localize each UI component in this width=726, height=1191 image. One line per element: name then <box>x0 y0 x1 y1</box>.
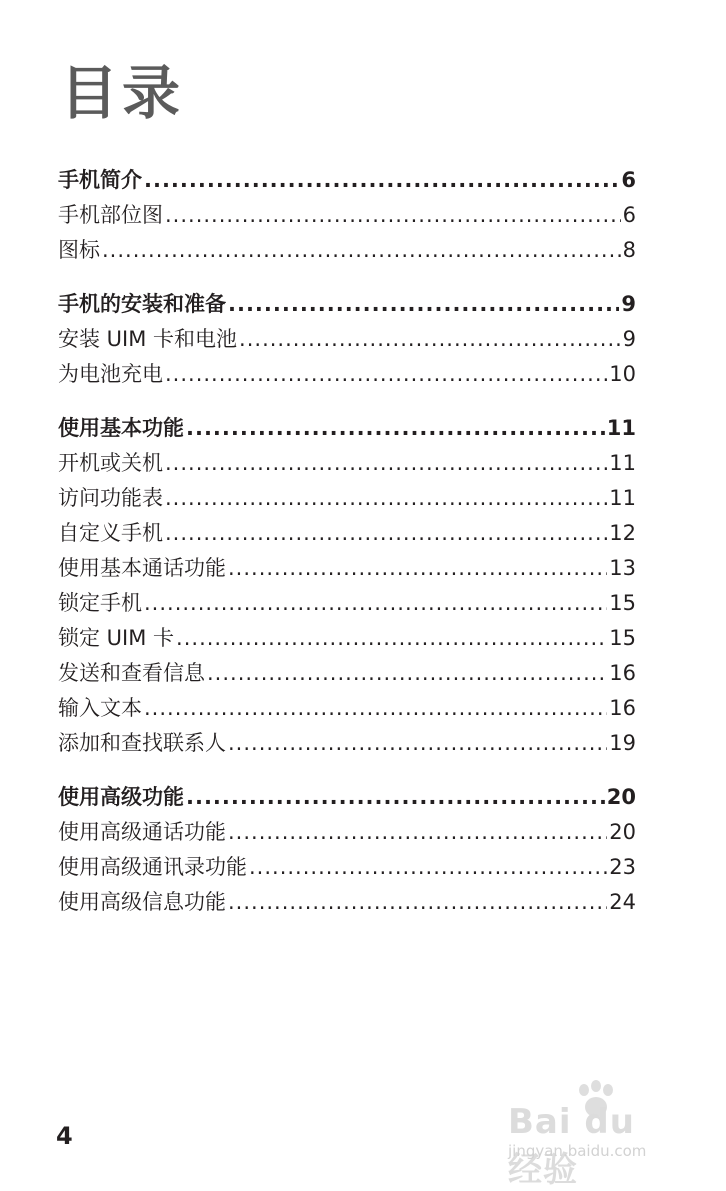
toc-item[interactable] <box>58 357 636 392</box>
toc-item-label: 图标 <box>58 238 100 262</box>
toc-item-label: 锁定 UIM 卡 <box>58 626 175 650</box>
toc-heading-label: 使用高级功能 <box>58 785 184 809</box>
toc-page-number: 19 <box>609 731 636 755</box>
toc-item-label: 自定义手机 <box>58 521 163 545</box>
toc-page-number: 9 <box>622 327 636 351</box>
dot-leader <box>228 885 607 920</box>
toc-item[interactable] <box>58 726 636 761</box>
toc-page-number: 11 <box>606 416 636 440</box>
dot-leader <box>249 850 607 885</box>
toc-page-number: 9 <box>621 292 636 316</box>
toc-page-number: 20 <box>606 785 636 809</box>
toc-item[interactable] <box>58 198 636 233</box>
toc-item[interactable] <box>58 691 636 726</box>
dot-leader <box>228 815 607 850</box>
dot-leader <box>228 551 607 586</box>
toc-heading[interactable] <box>58 287 636 322</box>
toc-page-number: 16 <box>609 696 636 720</box>
toc-item[interactable] <box>58 850 636 885</box>
toc-item[interactable] <box>58 621 636 656</box>
toc-page-number: 23 <box>609 855 636 879</box>
dot-leader <box>144 691 607 726</box>
toc-page-number: 16 <box>609 661 636 685</box>
table-of-contents <box>58 163 636 939</box>
toc-page-number: 24 <box>609 890 636 914</box>
toc-item-label: 使用高级通话功能 <box>58 820 226 844</box>
toc-heading-label: 使用基本功能 <box>58 416 184 440</box>
toc-item[interactable] <box>58 551 636 586</box>
toc-item[interactable] <box>58 656 636 691</box>
toc-item-label: 锁定手机 <box>58 591 142 615</box>
dot-leader <box>239 322 621 357</box>
watermark-brand: Bai du 经验 <box>508 1102 635 1190</box>
toc-item[interactable] <box>58 586 636 621</box>
page-number: 4 <box>56 1122 73 1150</box>
toc-item-label: 使用高级通讯录功能 <box>58 855 247 879</box>
toc-item-label: 使用基本通话功能 <box>58 556 226 580</box>
toc-section <box>58 163 636 268</box>
dot-leader <box>144 586 607 621</box>
toc-item[interactable] <box>58 885 636 920</box>
dot-leader <box>165 198 621 233</box>
toc-page-number: 15 <box>609 626 636 650</box>
toc-page-number: 13 <box>609 556 636 580</box>
toc-item[interactable] <box>58 481 636 516</box>
dot-leader <box>165 446 607 481</box>
toc-page-number: 10 <box>609 362 636 386</box>
toc-page-number: 11 <box>609 451 636 475</box>
dot-leader <box>186 780 605 815</box>
dot-leader <box>165 481 607 516</box>
toc-item-label: 安装 UIM 卡和电池 <box>58 327 238 351</box>
toc-item[interactable] <box>58 446 636 481</box>
dot-leader <box>228 726 607 761</box>
toc-page-number: 20 <box>609 820 636 844</box>
toc-item-label: 访问功能表 <box>58 486 163 510</box>
dot-leader <box>144 163 619 198</box>
toc-item-label: 使用高级信息功能 <box>58 890 226 914</box>
toc-item-label: 发送和查看信息 <box>58 661 205 685</box>
dot-leader <box>207 656 607 691</box>
toc-item[interactable] <box>58 516 636 551</box>
toc-page-number: 6 <box>622 203 636 227</box>
dot-leader <box>102 233 621 268</box>
toc-item-label: 为电池充电 <box>58 362 163 386</box>
toc-item[interactable] <box>58 815 636 850</box>
toc-section <box>58 287 636 392</box>
toc-section <box>58 411 636 761</box>
toc-page-number: 12 <box>609 521 636 545</box>
toc-item-label: 输入文本 <box>58 696 142 720</box>
dot-leader <box>186 411 605 446</box>
toc-page-number: 15 <box>609 591 636 615</box>
page-title: 目录 <box>60 59 185 127</box>
toc-item-label: 手机部位图 <box>58 203 163 227</box>
watermark-url: jingyan.baidu.com <box>508 1142 647 1160</box>
toc-item-label: 开机或关机 <box>58 451 163 475</box>
toc-item[interactable] <box>58 233 636 268</box>
toc-heading[interactable] <box>58 780 636 815</box>
dot-leader <box>165 516 607 551</box>
toc-section <box>58 780 636 920</box>
toc-heading[interactable] <box>58 411 636 446</box>
toc-heading[interactable] <box>58 163 636 198</box>
toc-heading-label: 手机的安装和准备 <box>58 292 226 316</box>
dot-leader <box>165 357 607 392</box>
toc-heading-label: 手机简介 <box>58 168 142 192</box>
dot-leader <box>176 621 607 656</box>
dot-leader <box>228 287 619 322</box>
toc-page-number: 11 <box>609 486 636 510</box>
watermark <box>508 1080 678 1190</box>
toc-page-number: 6 <box>621 168 636 192</box>
toc-item[interactable] <box>58 322 636 357</box>
toc-page-number: 8 <box>622 238 636 262</box>
toc-item-label: 添加和查找联系人 <box>58 731 226 755</box>
